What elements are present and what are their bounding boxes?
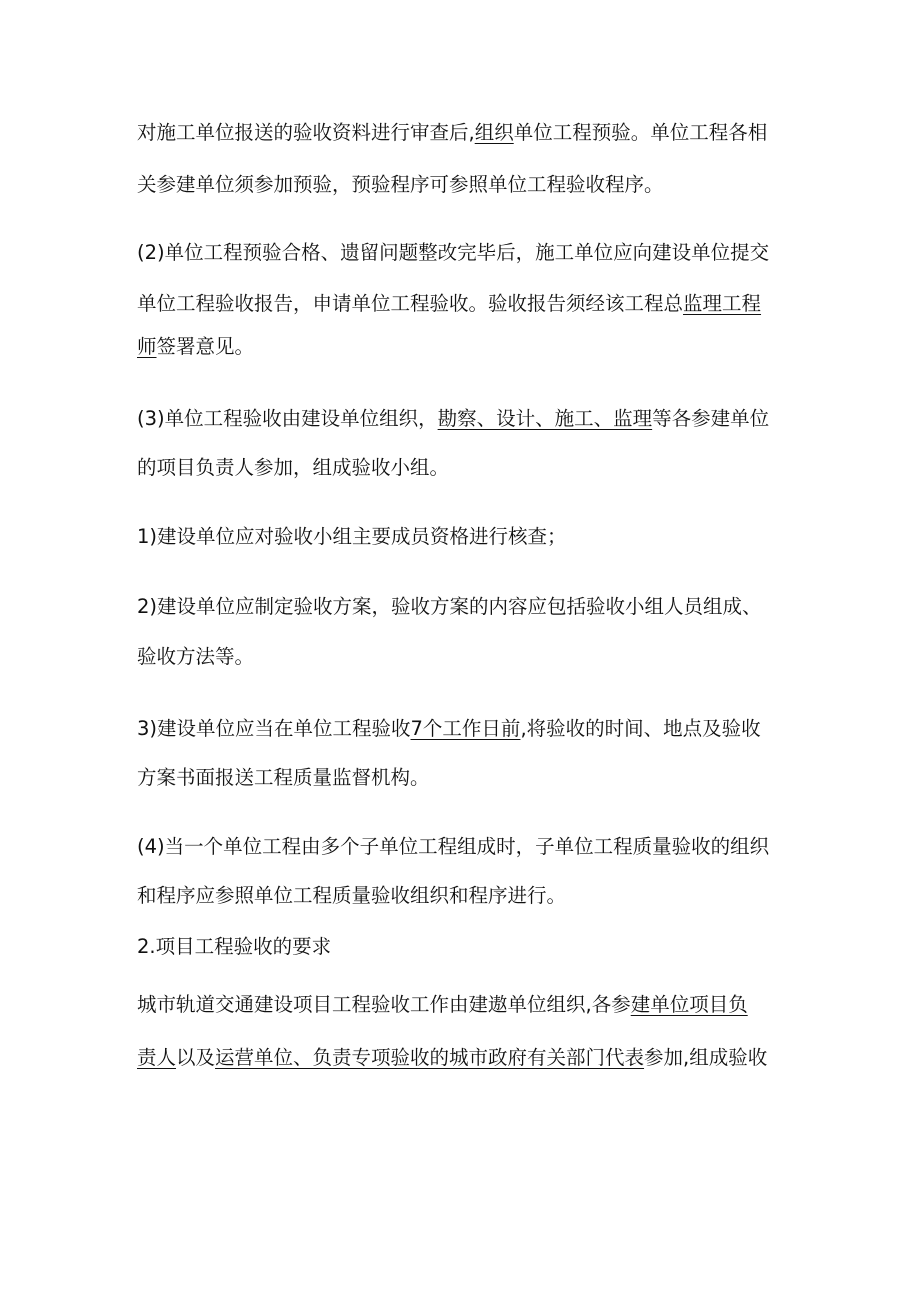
paragraph-5-line-1 [137,590,797,624]
paragraph-2-line-1 [137,236,797,270]
paragraph-6-line-1 [137,712,797,746]
underlined-text: 责人 [137,1046,177,1069]
paragraph-5-line-2 [137,640,797,674]
paragraph-8-line-1 [137,930,797,964]
underlined-text: 运营单位、负责专项验收的城市政府有关部门代表 [215,1046,645,1069]
paragraph-1-line-2 [137,168,797,202]
text-run: (4)当一个单位工程由多个子单位工程组成时，子单位工程质量验收的组织 [137,835,770,858]
paragraph-9-line-2 [137,1041,797,1075]
text-run: 等各参建单位 [652,407,770,430]
text-run: (3)单位工程验收由建设单位组织， [137,407,438,430]
text-run: (2)单位工程预验合格、遗留问题整改完毕后，施工单位应向建设单位提交 [137,241,770,264]
text-run: 以及 [176,1046,216,1069]
paragraph-7-line-2 [137,879,797,913]
text-run: 验收方法等。 [137,645,255,668]
text-run: 3)建设单位应当在单位工程验收 [137,717,411,740]
underlined-text: 勘察、设计、施工、监理 [437,407,653,430]
paragraph-3-line-1 [137,402,797,436]
text-run: 方案书面报送工程质量监督机构。 [137,766,430,789]
paragraph-1-line-1 [137,116,797,150]
text-run: 对施工单位报送的验收资料进行审查后, [137,121,475,144]
underlined-text: 建单位项目负 [630,993,748,1016]
paragraph-3-line-2 [137,451,797,485]
text-run: 2.项目工程验收的要求 [137,935,332,958]
underlined-text: 组织 [474,121,514,144]
paragraph-7-line-1 [137,830,797,864]
underlined-text: 7个工作日前 [410,717,521,740]
text-run: 签署意见。 [156,335,255,358]
text-run: 单位工程验收报告，申请单位工程验收。验收报告须经该工程总 [137,292,684,315]
text-run: 1)建设单位应对验收小组主要成员资格进行核查； [137,525,567,548]
underlined-text: 师 [137,335,157,358]
paragraph-6-line-2 [137,761,797,795]
text-run: 单位工程预验。单位工程各相 [513,121,768,144]
text-run: ,将验收的时间、地点及验收 [520,717,761,740]
underlined-text: 监理工程 [683,292,762,315]
paragraph-2-line-2 [137,287,797,321]
text-run: 城市轨道交通建设项目工程验收工作由建遨单位组织,各参 [137,993,631,1016]
text-run: 关参建单位须参加预验，预验程序可参照单位工程验收程序。 [137,173,664,196]
paragraph-4-line-1 [137,520,797,554]
text-run: 和程序应参照单位工程质量验收组织和程序进行。 [137,884,567,907]
text-run: 的项目负责人参加，组成验收小组。 [137,456,450,479]
text-run: 2)建设单位应制定验收方案，验收方案的内容应包括验收小组人员组成、 [137,595,762,618]
paragraph-2-line-3 [137,330,797,364]
paragraph-9-line-1 [137,988,797,1022]
text-run: 参加,组成验收 [644,1046,768,1069]
